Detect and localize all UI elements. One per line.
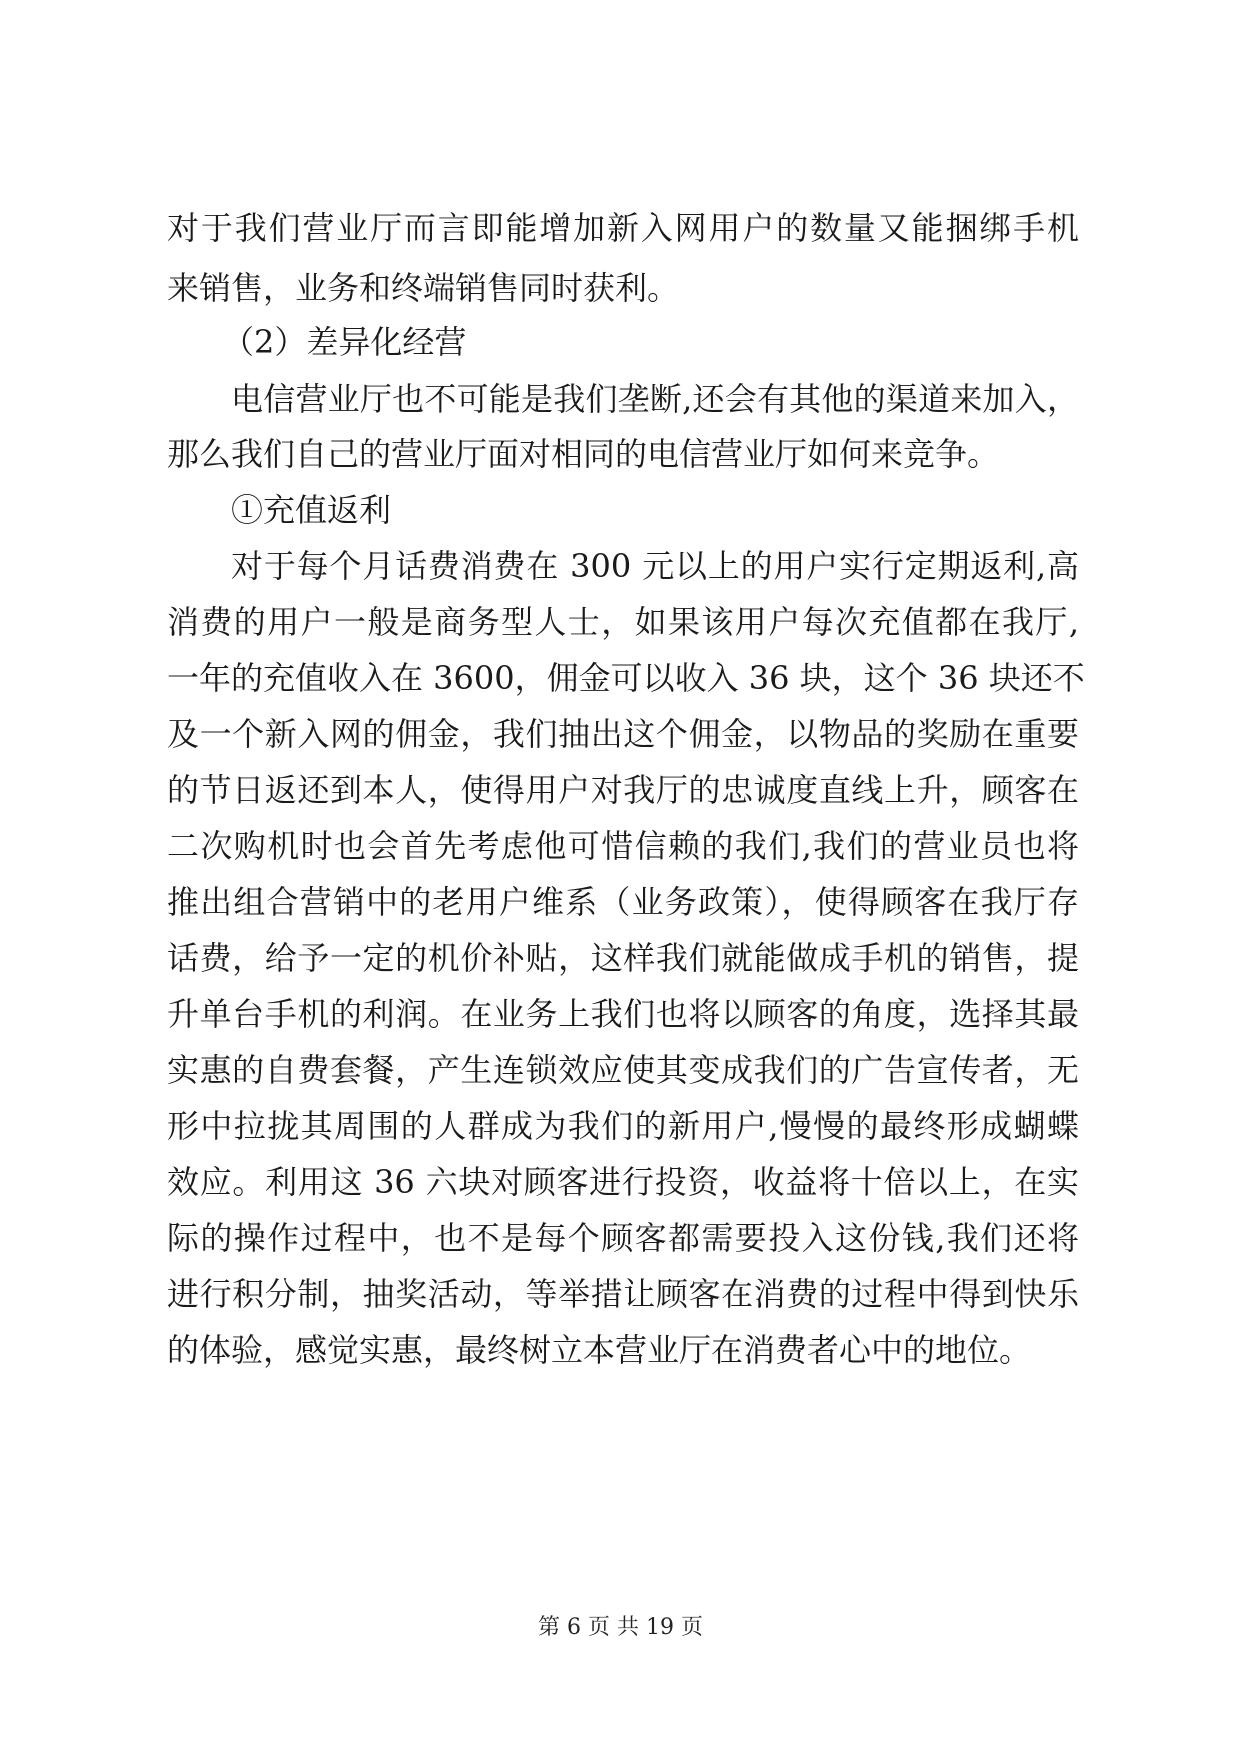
paragraph-line: 来销售，业务和终端销售同时获利。: [167, 269, 680, 307]
paragraph-line: 升单台手机的利润。在业务上我们也将以顾客的角度，选择其最: [167, 995, 1079, 1033]
paragraph-line: 对于我们营业厅而言即能增加新入网用户的数量又能捆绑手机: [167, 209, 1079, 247]
page-number-footer: 第 6 页 共 19 页: [538, 1615, 703, 1640]
paragraph-line: 电信营业厅也不可能是我们垄断,还会有其他的渠道来加入，: [231, 380, 1079, 418]
paragraph-line: 的节日返还到本人，使得用户对我厅的忠诚度直线上升，顾客在: [167, 771, 1079, 809]
paragraph-line: 推出组合营销中的老用户维系（业务政策），使得顾客在我厅存: [167, 883, 1079, 921]
paragraph-line: 消费的用户一般是商务型人士，如果该用户每次充值都在我厅,: [167, 603, 1079, 641]
paragraph-line: 效应。利用这 36 六块对顾客进行投资，收益将十倍以上，在实: [167, 1163, 1079, 1201]
paragraph-line: 及一个新入网的佣金，我们抽出这个佣金，以物品的奖励在重要: [167, 715, 1079, 753]
paragraph-line: 对于每个月话费消费在 300 元以上的用户实行定期返利,高: [231, 547, 1079, 585]
subsection-heading: ①充值返利: [231, 491, 392, 529]
paragraph-line: 进行积分制，抽奖活动，等举措让顾客在消费的过程中得到快乐: [167, 1275, 1079, 1313]
paragraph-line: 形中拉拢其周围的人群成为我们的新用户,慢慢的最终形成蝴蝶: [167, 1107, 1079, 1145]
paragraph-line: 一年的充值收入在 3600，佣金可以收入 36 块，这个 36 块还不: [167, 659, 1085, 697]
paragraph-line: 那么我们自己的营业厅面对相同的电信营业厅如何来竞争。: [167, 435, 1000, 473]
paragraph-line: 二次购机时也会首先考虑他可惜信赖的我们,我们的营业员也将: [167, 827, 1079, 865]
paragraph-line: 际的操作过程中，也不是每个顾客都需要投入这份钱,我们还将: [167, 1219, 1079, 1257]
paragraph-line: 的体验，感觉实惠，最终树立本营业厅在消费者心中的地位。: [167, 1331, 1032, 1369]
paragraph-line: 话费，给予一定的机价补贴，这样我们就能做成手机的销售，提: [167, 939, 1079, 977]
section-heading: （2）差异化经营: [222, 323, 467, 361]
paragraph-line: 实惠的自费套餐，产生连锁效应使其变成我们的广告宣传者，无: [167, 1051, 1079, 1089]
